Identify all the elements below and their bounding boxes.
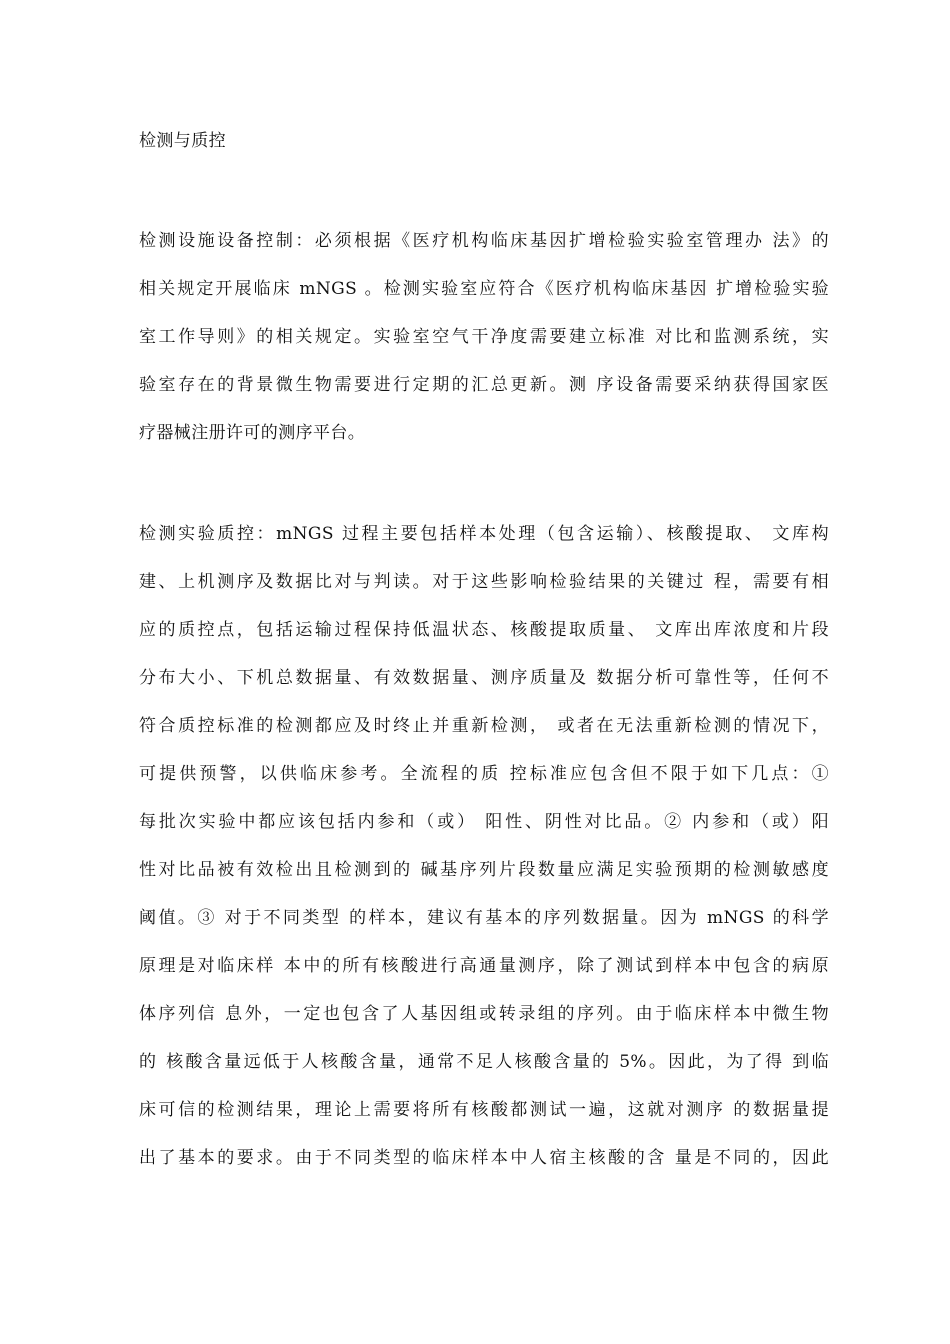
paragraph-line: 每批次实验中都应该包括内参和（或） 阳性、阴性对比品。② 内参和（或）阳 (139, 812, 829, 832)
paragraph-line: 符合质控标准的检测都应及时终止并重新检测， 或者在无法重新检测的情况下， (139, 716, 829, 736)
paragraph-line: 室工作导则》的相关规定。实验室空气干净度需要建立标准 对比和监测系统，实 (139, 327, 829, 347)
paragraph-line: 检测设施设备控制：必须根据《医疗机构临床基因扩增检验实验室管理办 法》的 (139, 231, 829, 251)
paragraph-line: 原理是对临床样 本中的所有核酸进行高通量测序，除了测试到样本中包含的病原 (139, 956, 829, 976)
paragraph-line: 建、上机测序及数据比对与判读。对于这些影响检验结果的关键过 程，需要有相 (139, 572, 829, 592)
paragraph-line: 性对比品被有效检出且检测到的 碱基序列片段数量应满足实验预期的检测敏感度 (139, 860, 829, 880)
paragraph-line: 床可信的检测结果，理论上需要将所有核酸都测试一遍，这就对测序 的数据量提 (139, 1100, 829, 1120)
paragraph-line: 体序列信 息外，一定也包含了人基因组或转录组的序列。由于临床样本中微生物 (139, 1004, 829, 1024)
paragraph-line: 疗器械注册许可的测序平台。 (139, 423, 366, 443)
paragraph-line: 出了基本的要求。由于不同类型的临床样本中人宿主核酸的含 量是不同的，因此 (139, 1148, 829, 1168)
paragraph-line: 验室存在的背景微生物需要进行定期的汇总更新。测 序设备需要采纳获得国家医 (139, 375, 829, 395)
paragraph-line: 检测实验质控：mNGS 过程主要包括样本处理（包含运输）、核酸提取、 文库构 (139, 524, 829, 544)
paragraph-line: 应的质控点，包括运输过程保持低温状态、核酸提取质量、 文库出库浓度和片段 (139, 620, 829, 640)
paragraph-line: 可提供预警，以供临床参考。全流程的质 控标准应包含但不限于如下几点：① (139, 764, 829, 784)
paragraph-line: 阈值。③ 对于不同类型 的样本，建议有基本的序列数据量。因为 mNGS 的科学 (139, 908, 829, 928)
document-title: 检测与质控 (139, 131, 226, 151)
paragraph-line: 相关规定开展临床 mNGS 。检测实验室应符合《医疗机构临床基因 扩增检验实验 (139, 279, 829, 299)
paragraph-line: 分布大小、下机总数据量、有效数据量、测序质量及 数据分析可靠性等，任何不 (139, 668, 829, 688)
paragraph-line: 的 核酸含量远低于人核酸含量，通常不足人核酸含量的 5%。因此，为了得 到临 (139, 1052, 829, 1072)
